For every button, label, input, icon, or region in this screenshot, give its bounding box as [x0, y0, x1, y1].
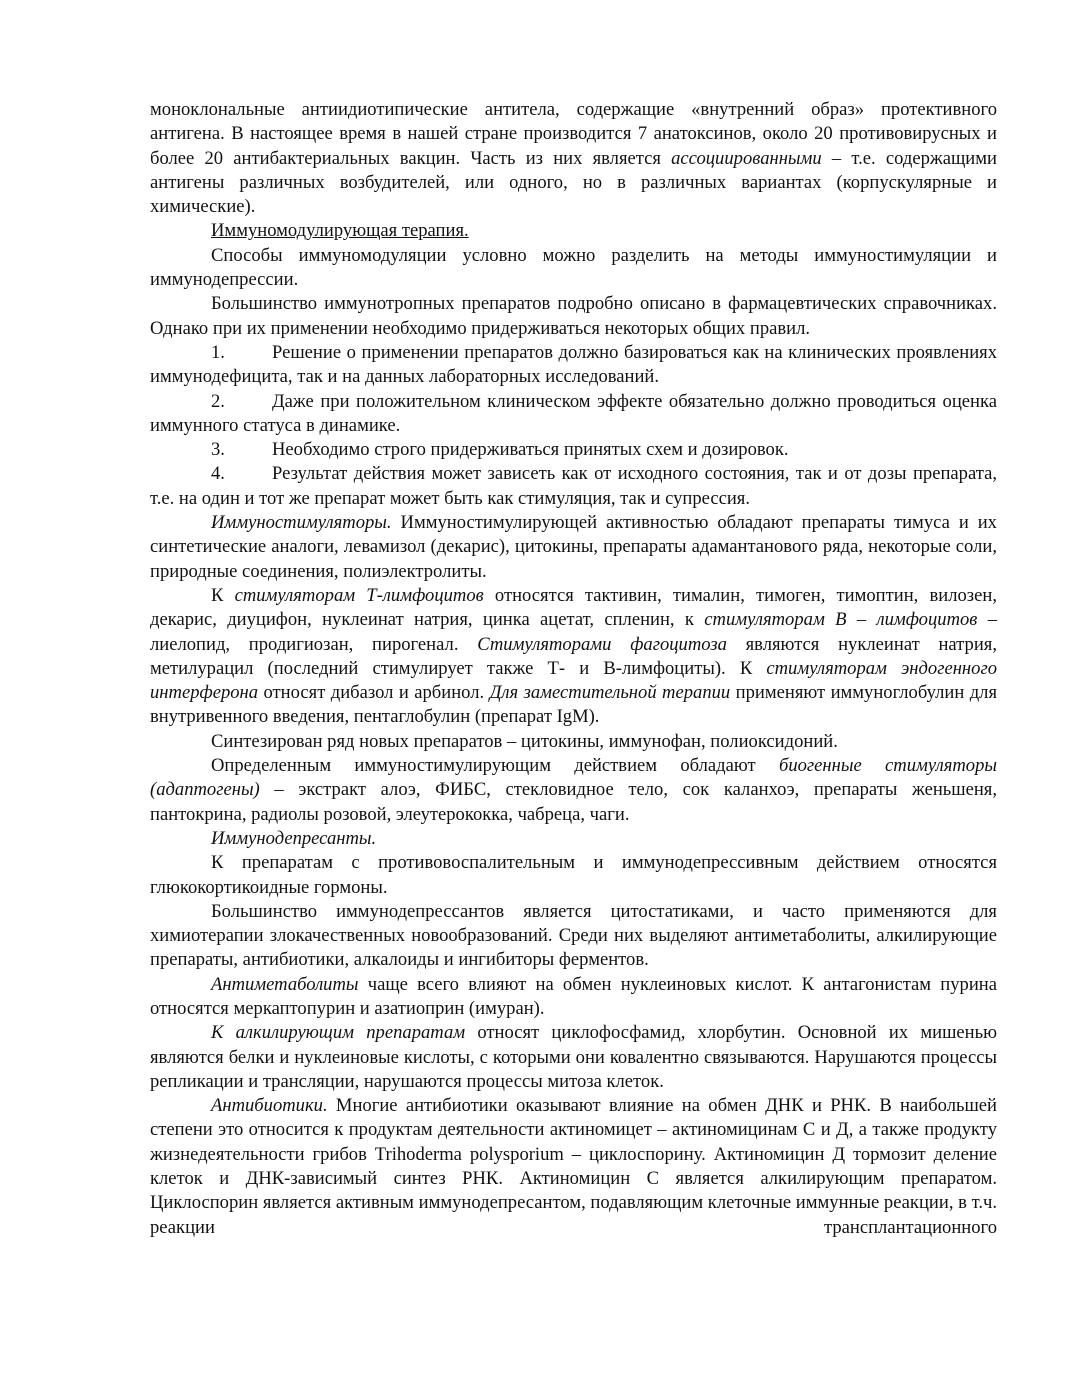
paragraph-antibiotics — [150, 1094, 997, 1240]
paragraph-glucocorticoids: К препаратам с противовоспалительным и иммунодепрессивным действием относятся глюкокортикоидные гормоны. — [150, 852, 997, 898]
rule-item-2 — [150, 390, 997, 439]
italic-term: ассоциированными — [671, 147, 822, 169]
rule-text: Необходимо строго придерживаться принятых схем и дозировок. — [272, 439, 789, 461]
text-run: моноклональные антиидиотипические антитела, содержащие «внутренний образ» протективного антигена. В настоящее время в нашей стране производится 7 анатоксинов, около 20 противовирусных и более 20 антибактериальных вакцин. Часть из них является — [150, 99, 997, 169]
rule-number: 4. — [211, 463, 225, 485]
text-run: относят циклофосфамид, хлорбутин. Основной их мишенью являются белки и нуклеиновые кислоты, с которыми они ковалентно связываются. Нарушаются процессы репликации и трансляции, нарушаются процессы митоза клеток. — [150, 1022, 997, 1092]
paragraph-antimetabolites — [150, 973, 997, 1022]
text-run: – экстракт алоэ, ФИБС, стекловидное тело, сок каланхоэ, препараты женьшеня, пантокрина, радиолы розовой, элеутерококка, чабреца, чаги. — [150, 779, 997, 825]
paragraph-rules-intro: Большинство иммунотропных препаратов подробно описано в фармацевтических справочниках. Однако при их применении необходимо придерживаться некоторых общих правил. — [150, 293, 997, 339]
italic-term: стимуляторам В – лимфоцитов — [704, 609, 978, 631]
italic-term: К алкилирующим препаратам — [211, 1022, 466, 1044]
rule-text: Решение о применении препаратов должно базироваться как на клинических проявлениях иммунодефицита, так и на данных лабораторных исследований. — [150, 341, 997, 388]
italic-term: Антиметаболиты — [211, 973, 359, 995]
paragraph-methods: Способы иммуномодуляции условно можно разделить на методы иммуностимуляции и иммунодепрессии. — [150, 244, 997, 291]
italic-term: Иммуностимуляторы. — [211, 512, 392, 534]
paragraph-cytostatics: Большинство иммунодепрессантов является цитостатиками, и часто применяются для химиотерапии злокачественных новообразований. Среди них выделяют антиметаболиты, алкилирующие препараты, антибиотики, алкалоиды и ингибиторы ферментов. — [150, 900, 997, 971]
paragraph-new-drugs: Синтезирован ряд новых препаратов – цитокины, иммунофан, полиоксидоний. — [211, 730, 838, 752]
rule-text: Даже при положительном клиническом эффекте обязательно должно проводиться оценка иммунного статуса в динамике. — [150, 390, 997, 436]
heading-text: Иммуномодулирующая терапия. — [211, 220, 469, 242]
italic-term: биогенные стимуляторы (адаптогены) — [150, 755, 997, 801]
italic-term: стимуляторам Т-лимфоцитов — [234, 584, 484, 606]
italic-term: Стимуляторами фагоцитоза — [477, 633, 727, 655]
paragraph-alkylating — [150, 1021, 997, 1094]
text-run: являются нуклеинат натрия, метилурацил (последний стимулирует также Т- и В-лимфоциты). К — [150, 633, 997, 679]
text-run: Многие антибиотики оказывают влияние на обмен ДНК и РНК. В наибольшей степени это относится к продуктам деятельности актиномицет – актиномицинам С и Д, а также продукту жизнедеятельности грибов Trihoderma polysporium – циклоспорину. Актиномицин Д тормозит деление клеток и ДНК-зависимый синтез РНК. Актиномицин С является алкилирующим препаратом. Циклоспорин является активным иммунодепресантом, подавляющим клеточные иммунные реакции, в т.ч. реакции трансплантационного — [150, 1095, 997, 1238]
rule-item-1 — [150, 341, 997, 390]
rule-item-3 — [150, 438, 997, 462]
paragraph-immunostimulators — [150, 511, 997, 584]
heading-text: Иммунодепресанты. — [211, 827, 377, 849]
rule-text: Результат действия может зависеть как от исходного состояния, так и от дозы препарата, т.е. на один и тот же препарат может быть как стимуляция, так и супрессия. — [150, 463, 997, 509]
text-run: К — [211, 584, 235, 606]
italic-term: Антибиотики. — [211, 1095, 328, 1117]
paragraph-adaptogens — [150, 754, 997, 827]
text-run: чаще всего влияют на обмен нуклеиновых кислот. К антагонистам пурина относятся меркаптопурин и азатиоприн (имуран). — [150, 973, 997, 1019]
italic-term: стимуляторам эндогенного интерферона — [150, 657, 997, 704]
text-run: относят дибазол и арбинол. — [258, 682, 490, 704]
text-run: применяют иммуноглобулин для внутривенного введения, пентаглобулин (препарат IgM). — [150, 682, 997, 728]
text-run: относятся тактивин, тималин, тимоген, тимоптин, вилозен, декарис, диуцифон, нуклеинат натрия, цинка ацетат, спленин, к — [150, 584, 997, 631]
text-run: Иммуностимулирующей активностью обладают препараты тимуса и их синтетические аналоги, левамизол (декарис), цитокины, препараты адамантанового ряда, некоторые соли, природные соединения, полиэлектролиты. — [150, 512, 997, 582]
rule-number: 1. — [211, 341, 225, 363]
rule-item-4 — [150, 462, 997, 511]
section-heading-immunomodulation — [150, 219, 997, 243]
paragraph-stimulator-classes — [150, 584, 997, 730]
text-run: Определенным иммуностимулирующим действием обладают — [211, 755, 779, 777]
italic-term: Для заместительной терапии — [489, 682, 731, 704]
text-run: – т.е. содержащими антигены различных возбудителей, или одного, но в различных вариантах (корпускулярные и химические). — [150, 147, 997, 218]
text-run: – лиелопид, продигиозан, пирогенал. — [150, 609, 998, 655]
rule-number: 2. — [211, 390, 225, 412]
section-heading-immunodepressants — [150, 827, 997, 851]
paragraph-vaccines — [150, 98, 997, 219]
rule-number: 3. — [211, 439, 225, 461]
